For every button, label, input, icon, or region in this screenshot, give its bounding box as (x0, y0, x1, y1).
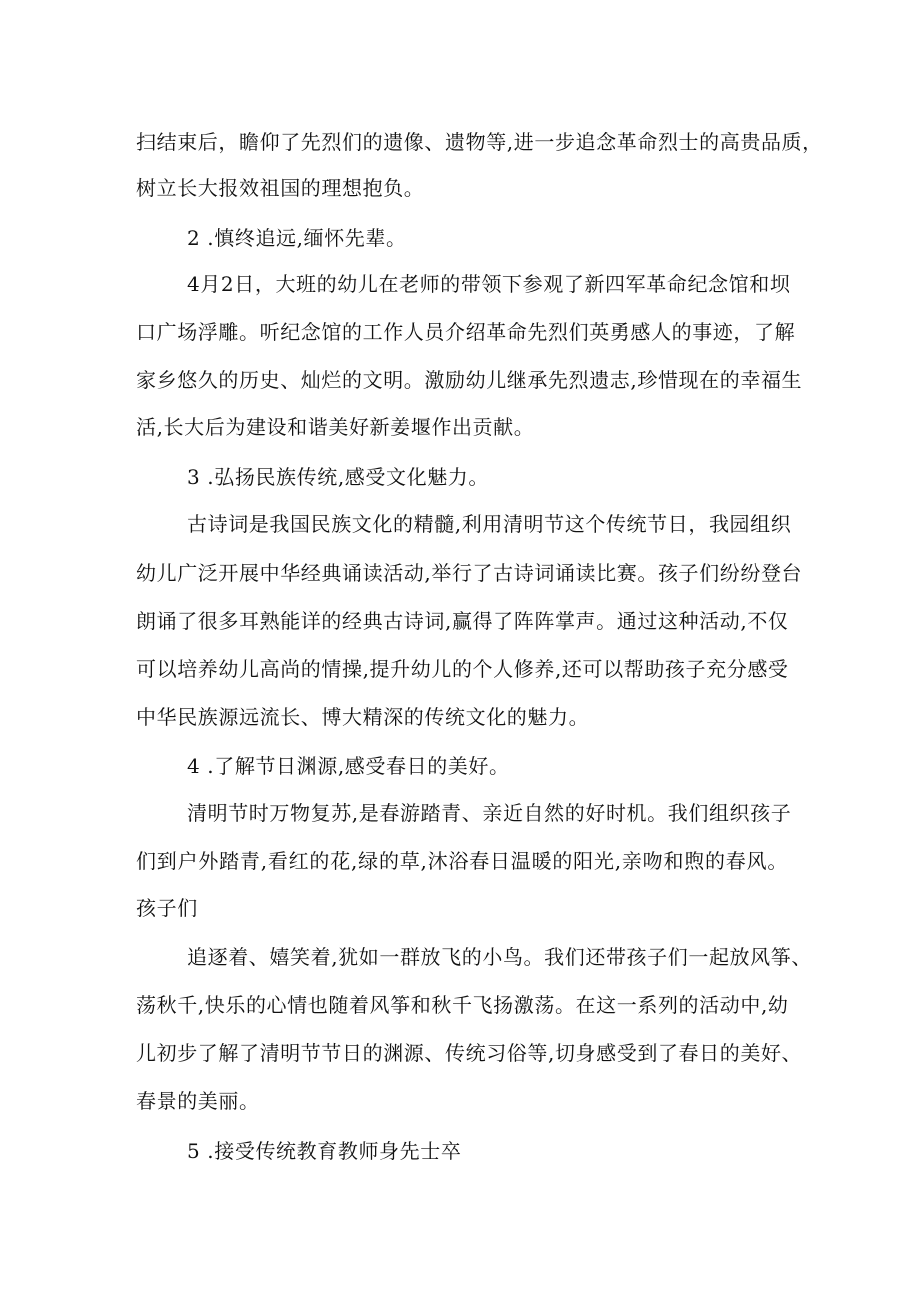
paragraph-line: 树立长大报效祖国的理想抱负。 (136, 176, 425, 200)
section-heading-3: 3 .弘扬民族传统,感受文化魅力。 (187, 465, 489, 489)
section-heading-5: 5 .接受传统教育教师身先士卒 (187, 1139, 462, 1163)
paragraph-line: 扫结束后，瞻仰了先烈们的遗像、遗物等,进一步追念革命烈士的高贵品质， (136, 130, 823, 154)
section-heading-2: 2 .慎终追远,缅怀先辈。 (187, 226, 407, 250)
paragraph-line: 口广场浮雕。听纪念馆的工作人员介绍革命先烈们英勇感人的事迹，了解 (136, 320, 796, 344)
paragraph-line: 可以培养幼儿高尚的情操,提升幼儿的个人修养,还可以帮助孩子充分感受 (136, 657, 789, 681)
paragraph-line: 儿初步了解了清明节节日的渊源、传统习俗等,切身感受到了春日的美好、 (136, 1041, 803, 1065)
paragraph-line: 古诗词是我国民族文化的精髓,利用清明节这个传统节日，我园组织 (187, 512, 792, 536)
paragraph-line: 孩子们 (136, 896, 198, 920)
paragraph-line: 春景的美丽。 (136, 1089, 260, 1113)
paragraph-line: 清明节时万物复苏,是春游踏青、亲近自然的好时机。我们组织孩子 (187, 801, 792, 825)
paragraph-line: 活,长大后为建设和谐美好新姜堰作出贡献。 (136, 415, 535, 439)
paragraph-line: 追逐着、嬉笑着,犹如一群放飞的小鸟。我们还带孩子们一起放风筝、 (187, 945, 812, 969)
paragraph-line: 中华民族源远流长、博大精深的传统文化的魅力。 (136, 705, 590, 729)
paragraph-line: 4月2日，大班的幼儿在老师的带领下参观了新四军革命纪念馆和坝 (187, 272, 791, 296)
paragraph-line: 们到户外踏青,看红的花,绿的草,沐浴春日温暖的阳光,亲吻和煦的春风。 (136, 849, 788, 873)
paragraph-line: 幼儿广泛开展中华经典诵读活动,举行了古诗词诵读比赛。孩子们纷纷登台 (136, 561, 803, 585)
paragraph-line: 朗诵了很多耳熟能详的经典古诗词,赢得了阵阵掌声。通过这种活动,不仅 (136, 609, 789, 633)
paragraph-line: 荡秋千,快乐的心情也随着风筝和秋千飞扬激荡。在这一系列的活动中,幼 (136, 993, 789, 1017)
section-heading-4: 4 .了解节日渊源,感受春日的美好。 (187, 754, 510, 778)
paragraph-line: 家乡悠久的历史、灿烂的文明。激励幼儿继承先烈遗志,珍惜现在的幸福生 (136, 368, 803, 392)
